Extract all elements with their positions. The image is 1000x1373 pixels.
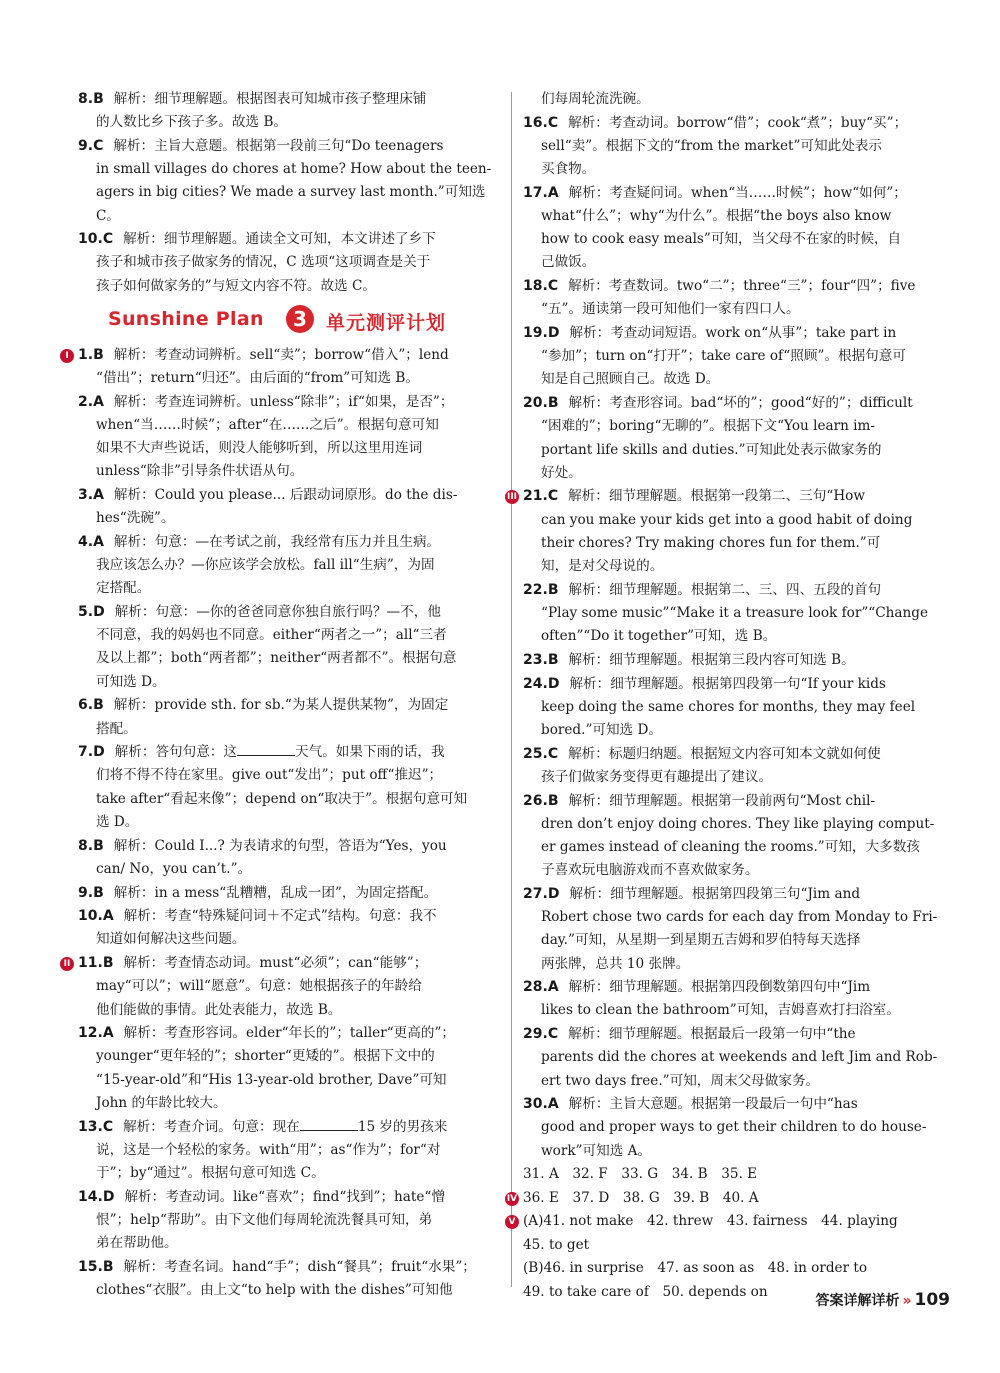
entry-first-line: 10.C 解析：细节理解题。通读全文可知，本文讲述了乡下	[78, 231, 436, 248]
answer-entry	[78, 88, 500, 134]
answer-entry	[65, 344, 500, 390]
entry-line: 子喜欢玩电脑游戏而不喜欢做家务。	[541, 862, 759, 879]
section-header	[78, 304, 500, 338]
entry-first-line: 9.C 解析：主旨大意题。根据第一段前三句“Do teenagers	[78, 137, 444, 154]
entry-line: 知，是对父母说的。	[541, 558, 664, 575]
answer-line: 31. A 32. F 33. G 34. B 35. E	[523, 1166, 758, 1183]
answer-letter: D	[547, 675, 560, 692]
entry-line: take after“看起来像”；depend on“取决于”。根据句意可知	[96, 790, 468, 807]
page-number: 109	[914, 1290, 950, 1310]
entry-line: 及以上都”；both“两者都”；neither“两者都不”。根据句意	[96, 650, 457, 667]
entry-first-line: 24.D 解析：细节理解题。根据第四段第一句“If your kids	[523, 675, 886, 692]
question-number: 11.	[78, 955, 103, 972]
answer-entry	[523, 182, 948, 275]
answer-letter: B	[547, 792, 559, 809]
answer-letter: B	[102, 1258, 114, 1275]
answer-entry	[78, 905, 500, 951]
entry-line: “借出”；return“归还”。由后面的“from”可知选 B。	[96, 370, 419, 387]
entry-line: their chores? Try making chores fun for them.”可	[541, 534, 881, 551]
answer-letter: B	[547, 581, 559, 598]
entry-line: younger“更年轻的”；shorter“更矮的”。根据下文中的	[96, 1048, 435, 1065]
entry-first-line: 8.B 解析：细节理解题。根据图表可知城市孩子整理床铺	[78, 91, 427, 107]
left-column	[63, 88, 500, 1303]
question-number: 26.	[523, 792, 548, 809]
question-number: 24.	[523, 675, 548, 692]
answer-letter: A	[93, 533, 104, 550]
entry-first-line: 27.D 解析：细节理解题。根据第四段第三句“Jim and	[523, 885, 861, 902]
entry-line: 可知选 D。	[96, 673, 166, 690]
entry-line: John 的年龄比较大。	[96, 1094, 227, 1111]
question-number: 8.	[78, 837, 94, 854]
question-number: 10.	[78, 908, 103, 925]
answer-letter: D	[93, 744, 105, 761]
entry-first-line: III 21.C 解析：细节理解题。根据第一段第二、三句“How	[506, 488, 865, 505]
answer-entry	[78, 531, 500, 601]
answer-entry	[78, 1256, 500, 1302]
entry-line: dren don’t enjoy doing chores. They like playing comput-	[541, 815, 935, 832]
question-number: 15.	[78, 1258, 103, 1275]
entry-first-line: 18.C 解析：考查数词。two“二”；three“三”；four“四”；five	[523, 278, 916, 295]
question-number: 19.	[523, 325, 548, 342]
question-number: 25.	[523, 745, 548, 762]
entry-line: may“可以”；will“愿意”。句意：她根据孩子的年龄给	[96, 978, 422, 995]
entry-first-line: 20.B 解析：考查形容词。bad“坏的”；good“好的”；difficult	[523, 395, 913, 412]
question-number: 30.	[523, 1096, 548, 1113]
question-number: 9.	[78, 884, 94, 901]
answer-letter: A	[93, 487, 104, 504]
answer-entry	[523, 1093, 948, 1163]
answer-letter: C	[547, 488, 559, 505]
entry-first-line: 28.A 解析：细节理解题。根据第四段倒数第四句中“Jim	[523, 979, 871, 996]
answer-letter: A	[93, 393, 104, 410]
answer-letter: B	[93, 697, 104, 714]
answer-line: (B)46. in surprise 47. as soon as 48. in order to	[523, 1260, 868, 1277]
answer-letter: D	[102, 1188, 115, 1205]
entry-first-line: 9.B 解析：in a mess“乱糟糟，乱成一团”，为固定搭配。	[78, 884, 438, 901]
answer-entry	[523, 579, 948, 649]
question-number: 9.	[78, 137, 94, 154]
entry-first-line: 8.B 解析：Could I...? 为表请求的句型，答语为“Yes，you	[78, 837, 447, 854]
entry-first-line: 15.B 解析：考查名词。hand“手”；dish“餐具”；fruit“水果”；	[78, 1258, 476, 1275]
answer-letter: C	[102, 231, 114, 248]
entry-first-line: 13.C 解析：考查介词。句意：现在 15 岁的男孩来	[78, 1116, 500, 1139]
answer-letter: B	[93, 346, 104, 363]
entry-line: work”可知选 A。	[541, 1142, 652, 1159]
entry-first-line: 22.B 解析：细节理解题。根据第二、三、四、五段的首句	[523, 581, 882, 598]
answer-entry	[78, 694, 500, 740]
answer-entry	[78, 1186, 500, 1256]
entry-line: 知道如何解决这些问题。	[96, 931, 246, 948]
question-number: 3.	[78, 487, 94, 504]
answer-letter: C	[547, 278, 559, 295]
answer-letter: C	[547, 745, 559, 762]
answer-letter: B	[547, 395, 559, 412]
entry-line: parents did the chores at weekends and left Jim and Rob-	[541, 1049, 938, 1066]
answer-entry	[78, 228, 500, 298]
question-number: 23.	[523, 651, 548, 668]
entry-line: “15-year-old”和“His 13-year-old brother, Dave”可知	[96, 1071, 447, 1088]
entry-first-line: 14.D 解析：考查动词。like“喜欢”；find“找到”；hate“憎	[78, 1188, 445, 1205]
answer-entry	[63, 952, 500, 1022]
entry-line: what“什么”；why“为什么”。根据“the boys also know	[541, 208, 892, 225]
answer-entry	[78, 835, 500, 881]
answer-letter: B	[93, 837, 104, 854]
entry-line: 两张牌，总共 10 张牌。	[541, 955, 690, 972]
column-divider	[511, 92, 512, 1287]
entry-first-line: 25.C 解析：标题归纳题。根据短文内容可知本文就如何使	[523, 745, 881, 762]
question-number: 4.	[78, 533, 94, 550]
answer-line: V (A)41. not make 42. threw 43. fairness 44. playing	[523, 1210, 948, 1234]
answer-entry	[523, 883, 948, 976]
answer-entry	[523, 275, 948, 321]
answer-entry	[78, 882, 500, 905]
entry-line: sell“卖”。根据下文的“from the market”可知此处表示	[541, 137, 882, 154]
answer-entry	[523, 673, 948, 743]
answer-letter: C	[547, 114, 559, 131]
entry-line: keep doing the same chores for months, they may feel	[541, 698, 916, 715]
entry-line: “困难的”；boring“无聊的”。根据下文“You learn im-	[541, 418, 876, 435]
entry-line: 不同意，我的妈妈也不同意。either“两者之一”；all“三者	[96, 627, 447, 644]
entry-line: portant life skills and duties.”可知此处表示做家务的	[541, 441, 882, 458]
entry-line: 如果不大声些说话，则没人能够听到，所以这里用连词	[96, 440, 423, 457]
entry-line: 他们能做的事情。此处表能力，故选 B。	[96, 1001, 342, 1018]
entry-line: er games instead of cleaning the rooms.”可知，大多数孩	[541, 839, 920, 855]
entry-line: likes to clean the bathroom”可知，吉姆喜欢打扫浴室。	[541, 1002, 900, 1019]
answer-entry	[78, 135, 500, 228]
question-number: 27.	[523, 885, 548, 902]
page-footer	[815, 1290, 950, 1310]
answer-entry	[523, 976, 948, 1022]
answer-entry	[523, 392, 948, 485]
answer-letter: C	[547, 1026, 559, 1043]
answer-letter: B	[93, 91, 104, 107]
entry-line: “参加”；turn on“打开”；take care of“照顾”。根据句意可	[541, 348, 906, 365]
entry-line: can/ No，you can’t.”。	[96, 860, 252, 877]
answer-entry	[78, 741, 500, 834]
question-number: 22.	[523, 581, 548, 598]
entry-first-line: 16.C 解析：考查动词。borrow“借”；cook“煮”；buy“买”；	[523, 114, 908, 131]
entry-first-line: 7.D 解析：答句句意：这 天气。如果下雨的话，我	[78, 741, 500, 764]
answer-letter: C	[93, 137, 104, 154]
section-marker: IV	[506, 1193, 518, 1204]
answer-entry	[78, 484, 500, 530]
question-number: 17.	[523, 184, 548, 201]
section-marker: I	[60, 349, 74, 363]
answer-letter: B	[547, 651, 559, 668]
entry-line: day.”可知，从星期一到星期五吉姆和罗伯特每天选择	[541, 932, 861, 949]
entry-line: bored.”可知选 D。	[541, 721, 662, 738]
question-number: 14.	[78, 1188, 103, 1205]
answer-entry	[523, 1023, 948, 1093]
answer-entry	[523, 743, 948, 789]
double-chevron-icon: »	[902, 1293, 912, 1309]
entry-line: “五”。通读第一段可知他们一家有四口人。	[541, 301, 800, 318]
question-number: 1.	[78, 346, 94, 363]
entry-line: Robert chose two cards for each day from Monday to Fri-	[541, 909, 938, 926]
question-number: 13.	[78, 1118, 103, 1135]
question-number: 8.	[78, 91, 94, 107]
entry-line: how to cook easy meals”可知，当父母不在家的时候，自	[541, 231, 902, 248]
entry-line: good and proper ways to get their children to do house-	[541, 1119, 927, 1136]
entry-first-line: 30.A 解析：主旨大意题。根据第一段最后一句中“has	[523, 1096, 858, 1113]
answer-letter: A	[547, 1096, 559, 1113]
entry-first-line: I 1.B 解析：考查动词辨析。sell“卖”；borrow“借入”；lend	[78, 344, 500, 367]
entry-first-line: 3.A 解析：Could you please... 后跟动词原形。do the dis-	[78, 487, 458, 504]
entry-first-line: 17.A 解析：考查疑问词。when“当……时候”；how“如何”；	[523, 184, 907, 201]
entry-line: hes“洗碗”。	[96, 510, 175, 527]
answer-letter: D	[547, 885, 560, 902]
answer-letter: A	[547, 184, 559, 201]
entry-line: when“当……时候”；after“在……之后”。根据句意可知	[96, 416, 439, 433]
answer-line: 49. to take care of 50. depends on	[523, 1283, 768, 1300]
question-number: 21.	[523, 488, 548, 505]
entry-line: in small villages do chores at home? How about the teen-	[96, 161, 492, 178]
answer-letter: A	[102, 908, 114, 925]
answer-letter: B	[93, 884, 104, 901]
question-number: 6.	[78, 697, 94, 714]
answer-letter: D	[93, 604, 105, 621]
entry-first-line: 23.B 解析：细节理解题。根据第三段内容可知选 B。	[523, 651, 855, 668]
answer-line: IV 36. E 37. D 38. G 39. B 40. A	[506, 1189, 759, 1206]
entry-line: 弟在帮助他。	[96, 1235, 178, 1252]
entry-first-line: II 11.B 解析：考查情态动词。must“必须”；can“能够”；	[78, 952, 500, 975]
question-number: 20.	[523, 395, 548, 412]
answer-entry	[78, 601, 500, 694]
entry-first-line: 26.B 解析：细节理解题。根据第一段前两句“Most chil-	[523, 792, 876, 809]
entry-line: 恨”；help“帮助”。由下文他们每周轮流洗餐具可知，弟	[96, 1211, 433, 1228]
entry-first-line: 29.C 解析：细节理解题。根据最后一段第一句中“the	[523, 1026, 856, 1043]
entry-line: ert two days free.”可知，周末父母做家务。	[541, 1072, 820, 1089]
answer-letter: C	[102, 1118, 114, 1135]
answer-entry	[78, 1022, 500, 1115]
entry-line: can you make your kids get into a good habit of doing	[541, 511, 913, 528]
entry-line: 我应该怎么办？—你应该学会放松。fall ill“生病”，为固	[96, 557, 435, 574]
question-number: 5.	[78, 604, 94, 621]
question-number: 28.	[523, 979, 548, 996]
entry-first-line: 5.D 解析：句意：—你的爸爸同意你独自旅行吗？—不，他	[78, 604, 441, 621]
answer-line: 45. to get	[523, 1236, 590, 1253]
answer-letter: A	[102, 1025, 114, 1042]
question-number: 7.	[78, 744, 94, 761]
right-column	[506, 88, 948, 1304]
entry-first-line: 6.B 解析：provide sth. for sb.“为某人提供某物”，为固定	[78, 697, 449, 714]
entry-first-line: 4.A 解析：句意：—在考试之前，我经常有压力并且生病。	[78, 533, 441, 550]
section-title-cn: 单元测评计划	[326, 311, 447, 334]
entry-line: 孩子们做家务变得更有趣提出了建议。	[541, 768, 773, 785]
question-number: 2.	[78, 393, 94, 410]
entry-line: 己做饭。	[541, 254, 596, 271]
entry-first-line: 19.D 解析：考查动词短语。work on“从事”；take part in	[523, 325, 897, 342]
answer-blank	[300, 1116, 358, 1131]
answer-letter: B	[102, 955, 114, 972]
entry-line: often”“Do it together”可知，选 B。	[541, 628, 777, 645]
entry-line: 于”；by“通过”。根据句意可知选 C。	[96, 1164, 325, 1181]
answer-letter: A	[547, 979, 559, 996]
answer-entry	[506, 485, 948, 578]
entry-line: clothes“衣服”。由上文“to help with the dishes”可知他	[96, 1281, 453, 1298]
entry-line: “Play some music”“Make it a treasure look for”“Change	[541, 604, 928, 621]
answer-entry	[78, 1116, 500, 1186]
footer-label: 答案详解详析	[815, 1293, 900, 1309]
entry-line: agers in big cities? We made a survey last month.”可知选	[96, 184, 486, 201]
entry-line: 搭配。	[96, 720, 137, 737]
answer-letter: D	[547, 325, 560, 342]
entry-line: 说，这是一个轻松的家务。with“用”；as“作为”；for“对	[96, 1141, 441, 1158]
question-number: 12.	[78, 1025, 103, 1042]
entry-first-line: 12.A 解析：考查形容词。elder“年长的”；taller“更高的”；	[78, 1025, 455, 1042]
question-number: 29.	[523, 1026, 548, 1043]
section-marker: III	[506, 492, 518, 503]
answer-entry	[523, 790, 948, 883]
section-number-badge: 3	[286, 305, 314, 333]
answer-entry	[523, 649, 948, 672]
answer-entry	[523, 112, 948, 182]
answer-entry	[523, 322, 948, 392]
question-number: 16.	[523, 114, 548, 131]
entry-line: 孩子和城市孩子做家务的情况，C 选项“这项调查是关于	[96, 254, 431, 271]
answer-blank	[237, 741, 295, 756]
answer-entry	[78, 391, 500, 484]
question-number: 10.	[78, 231, 103, 248]
entry-line: 选 D。	[96, 813, 139, 830]
entry-line: 们将不得不待在家里。give out“发出”；put off“推迟”；	[96, 767, 443, 784]
section-marker: II	[60, 957, 74, 971]
entry-line: 孩子如何做家务的”与短文内容不符。故选 C。	[96, 277, 376, 294]
continued-line: 们每周轮流洗碗。	[541, 91, 650, 107]
question-number: 18.	[523, 278, 548, 295]
entry-line: C。	[96, 207, 120, 224]
entry-line: 买食物。	[541, 161, 596, 178]
section-title-en: Sunshine Plan	[108, 307, 264, 330]
entry-line: 好处。	[541, 464, 582, 481]
entry-line: 的人数比乡下孩子多。故选 B。	[96, 114, 288, 131]
entry-line: 知是自己照顾自己。故选 D。	[541, 371, 720, 388]
entry-first-line: 2.A 解析：考查连词辨析。unless“除非”；if“如果，是否”；	[78, 393, 454, 410]
entry-line: 定搭配。	[96, 580, 151, 597]
entry-line: unless“除非”引导条件状语从句。	[96, 463, 304, 480]
section-marker: V	[505, 1215, 519, 1229]
entry-first-line: 10.A 解析：考查“特殊疑问词＋不定式”结构。句意：我不	[78, 908, 437, 925]
